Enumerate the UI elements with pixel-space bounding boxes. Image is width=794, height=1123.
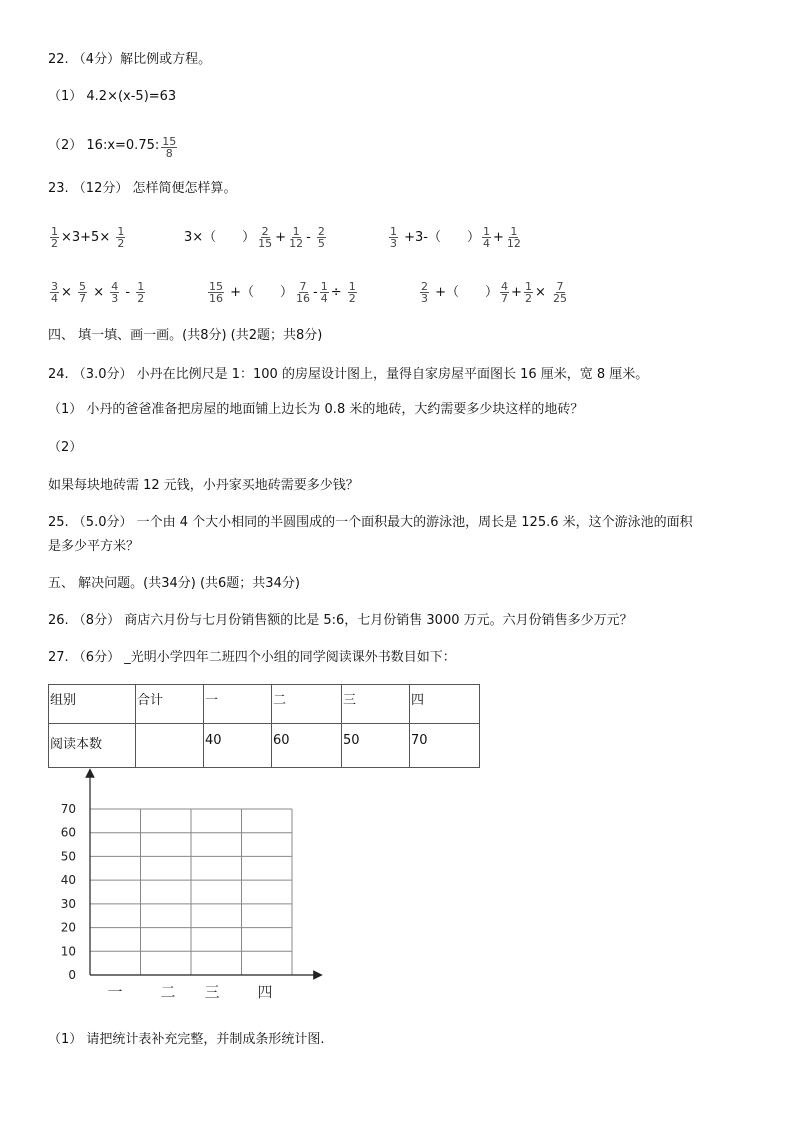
table-cell: 60 (272, 724, 342, 768)
y-tick-label: 40 (60, 873, 76, 888)
table-cell: 70 (410, 724, 480, 768)
table-cell: 四 (410, 685, 480, 724)
q27-part1: （1） 请把统计表补充完整，并制成条形统计图. (48, 1032, 325, 1047)
bar-chart-grid (40, 765, 340, 1010)
table-cell: 阅读本数 (49, 724, 136, 768)
q23-expr-2: 3×（ ） $\frac{2}{15}$ + $\frac{1}{12}$ - $\frac{2}{5}$ (184, 225, 325, 250)
q24-part2-text: 如果每块地砖需 12 元钱，小丹家买地砖需要多少钱？ (48, 478, 359, 493)
q26: 26. （8分） 商店六月份与七月份销售额的比是 5:6，七月份销售 3000 万元。六月份销售多少万元？ (48, 613, 633, 628)
q23-expr-5: $\frac{15}{16}$ +（ ） $\frac{7}{16}$ - $\frac{1}{4}$ ÷ $\frac{1}{2}$ (209, 280, 356, 305)
y-tick-label: 30 (60, 896, 76, 911)
q23-title: 23. （12分） 怎样简便怎样算。 (48, 181, 237, 196)
q24-title: 24. （3.0分） 小丹在比例尺是 1：100 的房屋设计图上，量得自家房屋平面图长 16 厘米，宽 8 厘米。 (48, 367, 649, 382)
table-cell: 三 (342, 685, 410, 724)
section-4-heading: 四、 填一填、画一画。(共8分) (共2题；共8分) (48, 328, 323, 343)
table-row (49, 724, 480, 768)
y-tick-label: 50 (60, 849, 76, 864)
q23-expr-6: $\frac{2}{3}$ +（ ） $\frac{4}{7}$ + $\frac{1}{2}$ × $\frac{7}{25}$ (421, 280, 567, 305)
q23-expr-3: $\frac{1}{3}$ +3-（ ） $\frac{1}{4}$ + $\frac{1}{12}$ (390, 225, 521, 250)
q25-line2: 是多少平方米？ (48, 539, 140, 554)
y-tick-label: 10 (60, 944, 76, 959)
q25-line1: 25. （5.0分） 一个由 4 个大小相同的半圆围成的一个面积最大的游泳池，周长是 125.6 米，这个游泳池的面积 (48, 515, 693, 530)
y-tick-label: 20 (60, 920, 76, 935)
q24-part2: （2） (48, 440, 83, 455)
x-category-label: 二 (160, 983, 176, 1001)
table-cell: 二 (272, 685, 342, 724)
x-category-label: 三 (204, 983, 220, 1001)
x-category-label: 一 (107, 983, 123, 1001)
q22-part2-text: （2） 16:x=0.75: (48, 138, 160, 153)
table-cell: 50 (342, 724, 410, 768)
stats-table (48, 684, 480, 768)
q24-part1: （1） 小丹的爸爸准备把房屋的地面铺上边长为 0.8 米的地砖，大约需要多少块这样的地砖？ (48, 402, 584, 417)
y-tick-label: 70 (60, 802, 76, 816)
table-cell: 一 (204, 685, 272, 724)
q22-part2 (48, 136, 179, 159)
q22-part1: （1） 4.2×(x-5)=63 (48, 89, 177, 104)
table-cell: 合计 (136, 685, 204, 724)
table-cell[interactable] (136, 724, 204, 768)
table-cell: 40 (204, 724, 272, 768)
x-category-label: 四 (257, 983, 273, 1001)
fraction: $\frac{15}{8}$ (162, 135, 177, 160)
q22-title: 22. （4分）解比例或方程。 (48, 52, 212, 67)
table-cell: 组别 (49, 685, 136, 724)
y-tick-label: 0 (68, 968, 76, 982)
y-tick-label: 60 (60, 825, 76, 840)
q23-expr-1: $\frac{1}{2}$ ×3+5× $\frac{1}{2}$ (51, 225, 125, 250)
table-header-row (49, 685, 480, 724)
q27-title: 27. （6分） _光明小学四年二班四个小组的同学阅读课外书数目如下： (48, 650, 456, 665)
q23-expr-4: $\frac{3}{4}$ × $\frac{5}{7}$ × $\frac{4}{3}$ - $\frac{1}{2}$ (51, 280, 145, 305)
section-5-heading: 五、 解决问题。(共34分) (共6题；共34分) (48, 576, 300, 591)
